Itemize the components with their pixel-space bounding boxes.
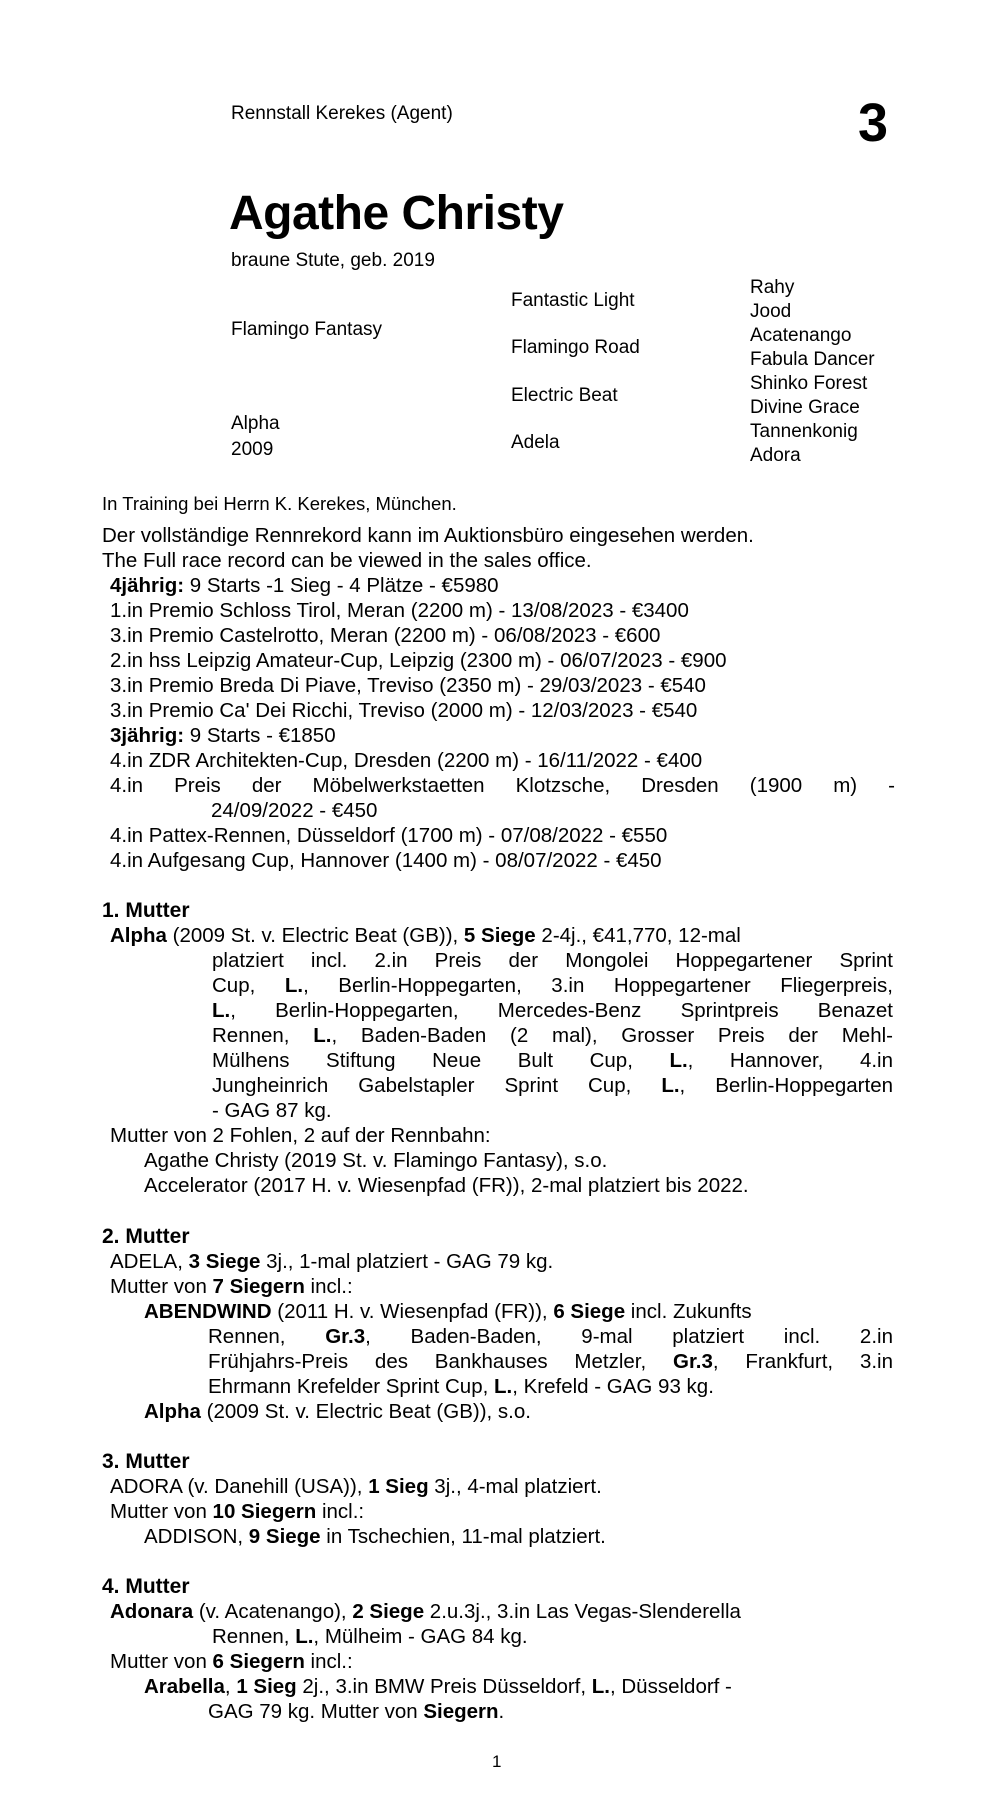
pedigree-gen3-item: Jood [750, 301, 792, 322]
age4-summary: 9 Starts -1 Sieg - 4 Plätze - €5980 [184, 574, 499, 597]
age3-summary: 9 Starts - €1850 [184, 724, 336, 747]
pedigree-dam: Alpha [231, 413, 280, 434]
lot-number: 3 [858, 93, 888, 153]
dam1-section [102, 898, 893, 1198]
dam1-text: , Berlin-Hoppegarten, Mercedes-Benz Sprintpreis Benazet [230, 999, 893, 1022]
race-line: 3.in Premio Ca' Dei Ricchi, Treviso (2000 m) - 12/03/2023 - €540 [110, 699, 698, 722]
dam4-text: Rennen, [212, 1625, 296, 1648]
dam1-line [212, 973, 893, 998]
dam1-text: , Baden-Baden (2 mal), Grosser Preis der Mehl- [331, 1024, 893, 1047]
offspring-wins: 1 Sieg [236, 1675, 297, 1698]
dam4-text: , Mülheim - GAG 84 kg. [313, 1625, 528, 1648]
pedigree-gen3-item: Acatenango [750, 325, 852, 346]
dam3-text: Mutter von [110, 1500, 213, 1523]
offspring-text: Rennen, [208, 1325, 326, 1348]
dam1-text: Mülhens Stiftung Neue Bult Cup, [212, 1049, 670, 1072]
pedigree-gen3-item: Divine Grace [750, 397, 860, 418]
listed-badge: L. [295, 1625, 314, 1648]
offspring-text: Ehrmann Krefelder Sprint Cup, [208, 1375, 494, 1398]
dam4-section [102, 1574, 741, 1724]
listed-badge: L. [212, 999, 231, 1022]
dam1-text: Rennen, [212, 1024, 314, 1047]
dam4-text: incl.: [304, 1650, 353, 1673]
offspring-winners: Siegern [423, 1700, 499, 1723]
dam4-heading: 4. Mutter [102, 1575, 190, 1598]
age3-label: 3jährig: [110, 724, 185, 747]
pedigree-gen3-item: Tannenkonig [750, 421, 858, 442]
consignor: Rennstall Kerekes (Agent) [231, 103, 453, 124]
race-line: 3.in Premio Breda Di Piave, Treviso (2350 m) - 29/03/2023 - €540 [110, 674, 706, 697]
dam4-wins: 2 Siege [352, 1600, 425, 1623]
pedigree-gen3 [750, 277, 875, 467]
dam2-name: ADELA, [110, 1250, 189, 1273]
group3-badge: Gr.3 [325, 1325, 366, 1348]
offspring-name: ABENDWIND [144, 1300, 272, 1323]
age4-label: 4jährig: [110, 574, 185, 597]
dam1-name: Alpha [110, 924, 167, 947]
dam1-text: Cup, [212, 974, 285, 997]
dam3-name: ADORA (v. Danehill (USA)), [110, 1475, 369, 1498]
dam2-text: incl.: [304, 1275, 353, 1298]
dam1-produce-intro: Mutter von 2 Fohlen, 2 auf der Rennbahn: [110, 1124, 491, 1147]
offspring-text: , Frankfurt, 3.in [712, 1350, 893, 1373]
record-note-de: Der vollständige Rennrekord kann im Auktionsbüro eingesehen werden. [102, 524, 754, 547]
pedigree-sire-dam: Flamingo Road [511, 337, 640, 358]
dam3-section [102, 1449, 606, 1549]
dam1-line [212, 1048, 893, 1073]
offspring-text: , Baden-Baden, 9-mal platziert incl. 2.in [365, 1325, 893, 1348]
offspring-text: (2011 H. v. Wiesenpfad (FR)), [271, 1300, 554, 1323]
offspring-text: (2009 St. v. Electric Beat (GB)), s.o. [200, 1400, 531, 1423]
listed-badge: L. [591, 1675, 610, 1698]
offspring-name: Arabella [144, 1675, 225, 1698]
offspring-text: , Krefeld - GAG 93 kg. [512, 1375, 714, 1398]
dam2-text: 3j., 1-mal platziert - GAG 79 kg. [260, 1250, 554, 1273]
dam1-text: , Hannover, 4.in [687, 1049, 893, 1072]
listed-badge: L. [284, 974, 304, 997]
offspring-name: ADDISON, [144, 1525, 249, 1548]
dam3-text: incl.: [316, 1500, 365, 1523]
pedigree-sire: Flamingo Fantasy [231, 319, 383, 340]
pedigree-gen3-item: Fabula Dancer [750, 349, 875, 370]
dam3-winners: 10 Siegern [212, 1500, 317, 1523]
pedigree-gen3-item: Adora [750, 445, 801, 466]
dam4-winners: 6 Siegern [212, 1650, 305, 1673]
offspring-line [208, 1349, 893, 1374]
race-line: 2.in hss Leipzig Amateur-Cup, Leipzig (2300 m) - 06/07/2023 - €900 [110, 649, 727, 672]
offspring-text: . [498, 1700, 505, 1723]
race-line: 3.in Premio Castelrotto, Meran (2200 m) - 06/08/2023 - €600 [110, 624, 661, 647]
offspring-line [208, 1324, 893, 1349]
dam1-text: (2009 St. v. Electric Beat (GB)), [166, 924, 464, 947]
listed-badge: L. [494, 1375, 513, 1398]
dam3-heading: 3. Mutter [102, 1450, 190, 1473]
group3-badge: Gr.3 [673, 1350, 713, 1373]
dam2-section [102, 1224, 893, 1424]
pedigree-gen3-item: Shinko Forest [750, 373, 868, 394]
offspring-text: 2j., 3.in BMW Preis Düsseldorf, [296, 1675, 592, 1698]
dam1-text: 2-4j., €41,770, 12-mal [535, 924, 741, 947]
horse-name: Agathe Christy [229, 187, 564, 240]
race-line: 4.in ZDR Architekten-Cup, Dresden (2200 m) - 16/11/2022 - €400 [110, 749, 703, 772]
race-line: 4.in Preis der Möbelwerkstaetten Klotzsche, Dresden (1900 m) - [110, 774, 895, 797]
produce-item: Agathe Christy (2019 St. v. Flamingo Fantasy), s.o. [144, 1149, 608, 1172]
pedigree-gen3-item: Rahy [750, 277, 795, 298]
offspring-name: Alpha [144, 1400, 201, 1423]
horse-description: braune Stute, geb. 2019 [231, 250, 435, 271]
race-line: 4.in Pattex-Rennen, Düsseldorf (1700 m) - 07/08/2022 - €550 [110, 824, 668, 847]
offspring-text: , Düsseldorf - [609, 1675, 732, 1698]
dam1-text: Jungheinrich Gabelstapler Sprint Cup, [212, 1074, 662, 1097]
race-line: 1.in Premio Schloss Tirol, Meran (2200 m) - 13/08/2023 - €3400 [110, 599, 689, 622]
dam4-text: (v. Acatenango), [193, 1600, 353, 1623]
offspring-text: Frühjahrs-Preis des Bankhauses Metzler, [208, 1350, 674, 1373]
race-line-continued: 24/09/2022 - €450 [211, 799, 378, 822]
dam1-line [212, 1073, 893, 1098]
pedigree-sire-sire: Fantastic Light [511, 290, 635, 311]
offspring-text: in Tschechien, 11-mal platziert. [320, 1525, 606, 1548]
dam3-text: 3j., 4-mal platziert. [428, 1475, 602, 1498]
dam1-text: , Berlin-Hoppegarten [679, 1074, 893, 1097]
offspring-line [208, 1374, 893, 1399]
listed-badge: L. [661, 1074, 680, 1097]
offspring-text: , [224, 1675, 237, 1698]
race-line: 4.in Aufgesang Cup, Hannover (1400 m) - 08/07/2022 - €450 [110, 849, 662, 872]
dam2-heading: 2. Mutter [102, 1225, 190, 1248]
dam4-name: Adonara [110, 1600, 194, 1623]
listed-badge: L. [313, 1024, 332, 1047]
page-number: 1 [492, 1752, 502, 1771]
dam2-winners: 7 Siegern [212, 1275, 305, 1298]
dam1-line [212, 998, 893, 1023]
pedigree-dam-year: 2009 [231, 439, 274, 460]
dam2-text: Mutter von [110, 1275, 213, 1298]
dam1-wins: 5 Siege [463, 924, 536, 947]
training-note: In Training bei Herrn K. Kerekes, München. [102, 493, 457, 514]
produce-item: Accelerator (2017 H. v. Wiesenpfad (FR)), 2-mal platziert bis 2022. [144, 1174, 749, 1197]
dam1-line: platziert incl. 2.in Preis der Mongolei Hoppegartener Sprint [212, 949, 893, 972]
dam1-text: , Berlin-Hoppegarten, 3.in Hoppegartener Fliegerpreis, [303, 974, 893, 997]
offspring-text: incl. Zukunfts [625, 1300, 752, 1323]
pedigree-dam-dam: Adela [511, 432, 560, 453]
dam4-text: 2.u.3j., 3.in Las Vegas-Slenderella [424, 1600, 741, 1623]
dam1-line: - GAG 87 kg. [212, 1099, 332, 1122]
dam3-wins: 1 Sieg [368, 1475, 429, 1498]
dam4-text: Mutter von [110, 1650, 213, 1673]
pedigree-dam-sire: Electric Beat [511, 385, 618, 406]
offspring-wins: 6 Siege [553, 1300, 626, 1323]
offspring-text: GAG 79 kg. Mutter von [208, 1700, 424, 1723]
offspring-wins: 9 Siege [248, 1525, 321, 1548]
dam1-line [212, 1023, 893, 1048]
dam2-wins: 3 Siege [188, 1250, 261, 1273]
race-record [102, 523, 895, 873]
listed-badge: L. [669, 1049, 688, 1072]
record-note-en: The Full race record can be viewed in the sales office. [102, 549, 592, 572]
dam1-heading: 1. Mutter [102, 899, 190, 922]
